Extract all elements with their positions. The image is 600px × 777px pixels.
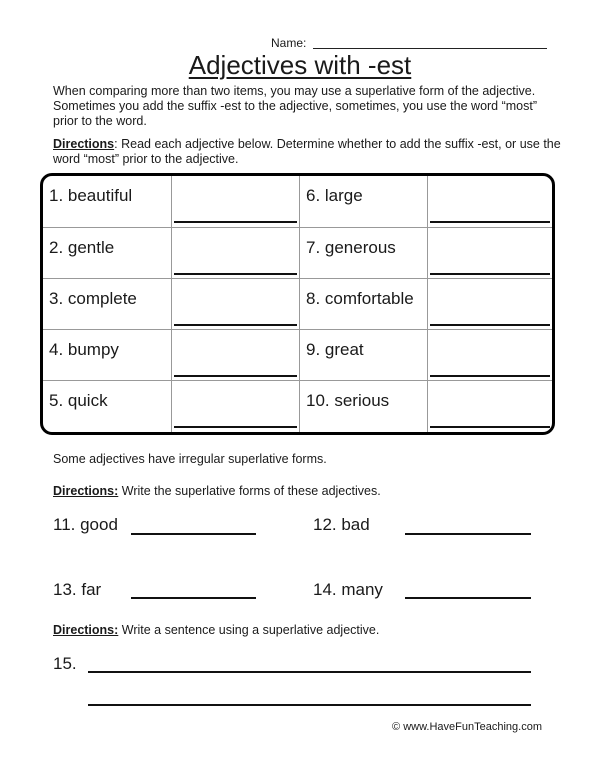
directions-3-text: Write a sentence using a superlative adjective. <box>118 623 380 637</box>
table-row <box>43 278 552 330</box>
copyright-footer: © www.HaveFunTeaching.com <box>392 721 542 733</box>
name-label: Name: <box>271 36 307 50</box>
adjective-5: 5. quick <box>49 391 108 410</box>
directions-3-label: Directions: <box>53 623 119 637</box>
irregular-item-13: 13. far <box>53 580 102 599</box>
answer-field-13[interactable] <box>131 596 256 599</box>
answer-field-9[interactable] <box>427 330 552 381</box>
directions-2 <box>53 484 381 498</box>
adjective-6: 6. large <box>299 176 427 227</box>
answer-field-1[interactable] <box>171 176 299 227</box>
adjective-4: 4. bumpy <box>49 340 119 359</box>
adjective-3: 3. complete <box>49 289 137 308</box>
name-field[interactable] <box>313 47 547 49</box>
answer-field-12[interactable] <box>405 532 531 535</box>
directions-1 <box>53 137 563 167</box>
intro-paragraph: When comparing more than two items, you may use a superlative form of the adjective. Sometimes you add the suffix -est to the adjective, sometimes, you use the word “most” prior to the word. <box>53 84 538 128</box>
directions-2-text: Write the superlative forms of these adjectives. <box>118 484 381 498</box>
answer-field-7[interactable] <box>427 228 552 279</box>
adjective-9: 9. great <box>299 330 427 381</box>
irregular-item-12: 12. bad <box>313 515 370 534</box>
irregular-item-11: 11. good <box>53 515 118 534</box>
answer-field-10[interactable] <box>427 381 552 432</box>
answer-field-2[interactable] <box>171 228 299 279</box>
irregular-item-14: 14. many <box>313 580 383 599</box>
directions-2-label: Directions: <box>53 484 119 498</box>
directions-1-text: : Read each adjective below. Determine whether to add the suffix -est, or use the word “most” prior to the adjective. <box>53 137 561 166</box>
directions-3 <box>53 623 379 637</box>
sentence-line-1[interactable] <box>88 670 531 673</box>
adjective-10: 10. serious <box>299 381 427 432</box>
table-row <box>43 176 552 227</box>
answer-field-3[interactable] <box>171 279 299 330</box>
answer-field-8[interactable] <box>427 279 552 330</box>
adjective-8: 8. comfortable <box>299 279 427 330</box>
adjective-table <box>40 173 555 435</box>
page-title: Adjectives with -est <box>188 50 412 80</box>
directions-1-label: Directions <box>53 137 115 151</box>
adjective-7: 7. generous <box>299 228 427 279</box>
answer-field-6[interactable] <box>427 176 552 227</box>
sentence-item-15: 15. <box>53 654 77 673</box>
table-row <box>43 329 552 381</box>
sentence-line-2[interactable] <box>88 703 531 706</box>
table-row <box>43 227 552 279</box>
table-row <box>43 380 552 432</box>
answer-field-4[interactable] <box>171 330 299 381</box>
answer-field-5[interactable] <box>171 381 299 432</box>
answer-field-14[interactable] <box>405 596 531 599</box>
adjective-1: 1. beautiful <box>49 186 133 205</box>
adjective-2: 2. gentle <box>49 238 115 257</box>
answer-field-11[interactable] <box>131 532 256 535</box>
irregular-note: Some adjectives have irregular superlative forms. <box>53 452 327 466</box>
